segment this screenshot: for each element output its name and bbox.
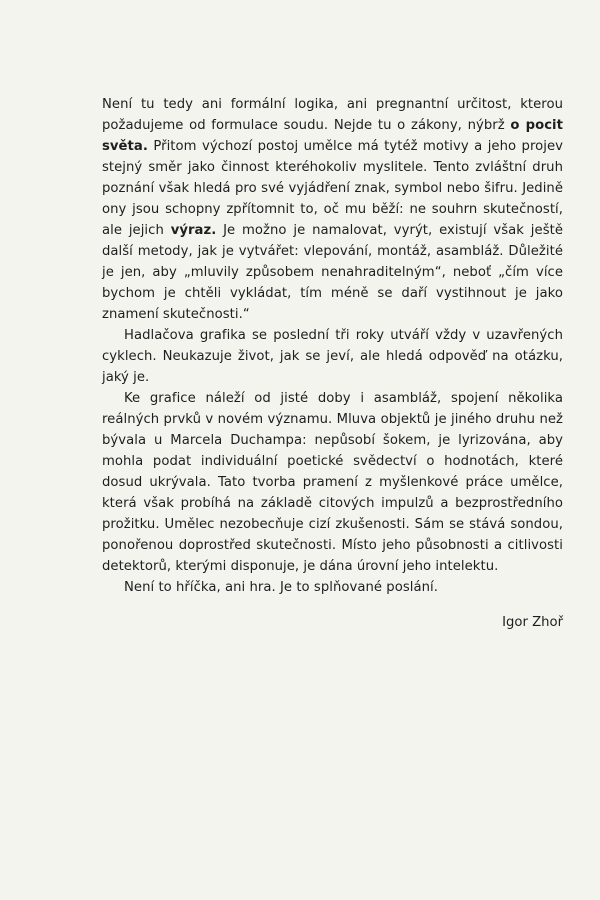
- paragraph-4-text: Není to hříčka, ani hra. Je to splňované poslání.: [124, 580, 438, 595]
- emphasis-vyraz: výraz.: [170, 223, 217, 238]
- body-text: [102, 94, 563, 598]
- paragraph-2: [102, 325, 563, 388]
- paragraph-1-text-3: Je možno je namalovat, vyrýt, existují však ještě další metody, jak je vytvářet: vlepování, montáž, asambláž. Důležité je jen, aby „mluvily způsobem nenahraditelným“, neboť „čím více bychom je chtěli vykládat, tím méně se daří vystihnout je jako znamení skutečnosti.“: [102, 223, 563, 322]
- paragraph-3: [102, 388, 563, 577]
- paragraph-2-text: Hadlačova grafika se poslední tři roky utváří vždy v uzavřených cyklech. Neukazuje život, jak se jeví, ale hledá odpověď na otázku, jaký je.: [102, 328, 563, 385]
- emphasis-pocit-sveta: o pocit světa.: [102, 118, 563, 154]
- author-signature: Igor Zhoř: [502, 615, 563, 630]
- paragraph-1-text-1: Není tu tedy ani formální logika, ani pregnantní určitost, kterou požadujeme od formulace soudu. Nejde tu o zákony, nýbrž: [102, 97, 563, 133]
- paragraph-4: [102, 577, 563, 598]
- paragraph-1-text-2: Přitom výchozí postoj umělce má tytéž motivy a jeho projev stejný směr jako činnost kteréhokoliv myslitele. Tento zvláštní druh poznání však hledá pro své vyjádření znak, symbol nebo šifru. Jedině ony jsou schopny zpřítomnit to, oč mu běží: ne souhrn skutečností, ale jejich: [102, 139, 563, 238]
- paragraph-3-text: Ke grafice náleží od jisté doby i asambláž, spojení několika reálných prvků v novém významu. Mluva objektů je jiného druhu než bývala u Marcela Duchampa: nepůsobí šokem, je lyrizována, aby mohla podat individuální poetické svědectví o hodnotách, které dosud ukrývala. Tato tvorba pramení z myšlenkové práce umělce, která však probíhá na základě citových impulzů a bezprostředního prožitku. Umělec nezobecňuje cizí zkušenosti. Sám se stává sondou, ponořenou doprostřed skutečnosti. Místo jeho působnosti a citlivosti detektorů, kterými disponuje, je dána úrovní jeho intelektu.: [102, 391, 563, 574]
- paragraph-1: [102, 94, 563, 325]
